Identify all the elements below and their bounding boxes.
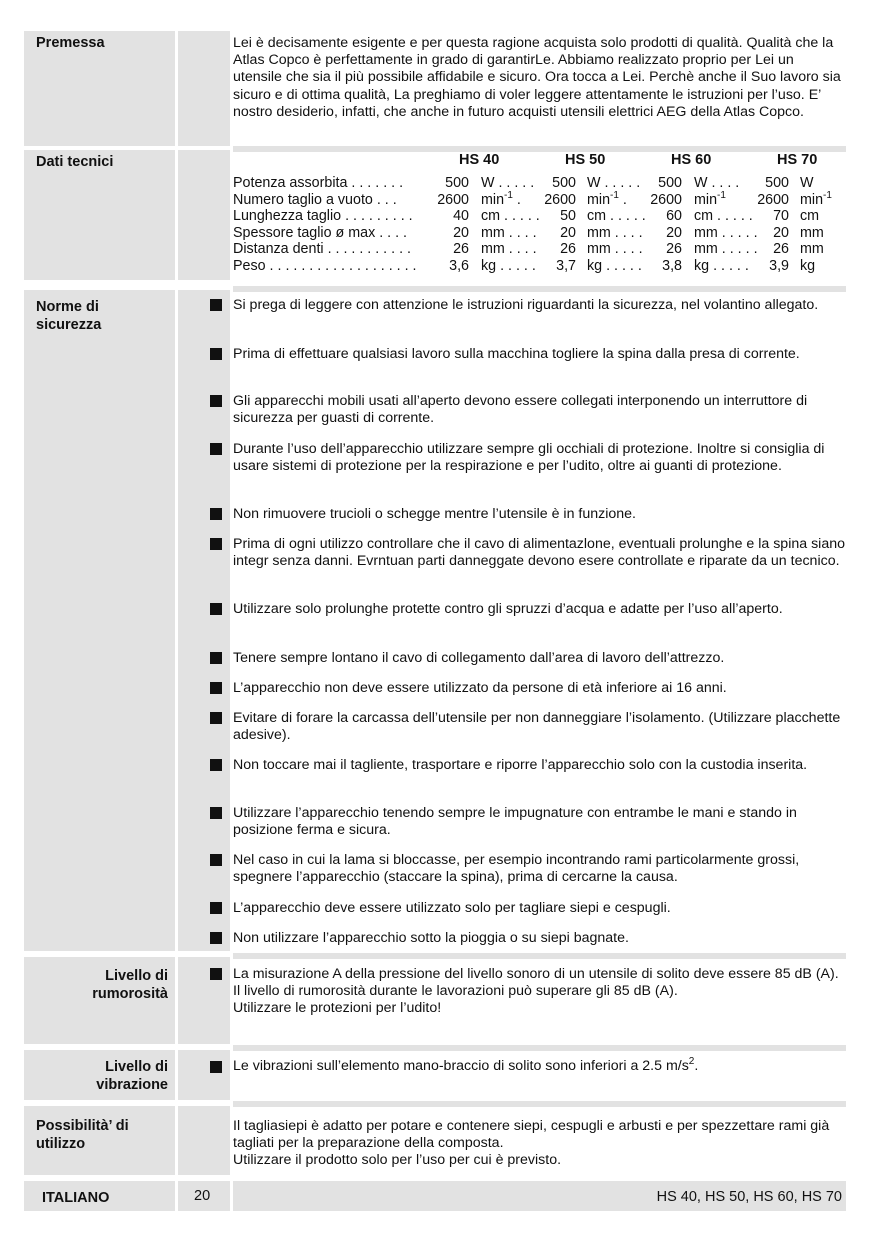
spec-value: 26	[453, 241, 469, 258]
spec-unit: W . . . . .	[481, 175, 535, 191]
spec-unit: kg . . . . .	[587, 258, 642, 274]
spec-row	[233, 258, 845, 275]
premessa-margin-cell	[178, 31, 230, 146]
utilizzo-top-bar	[233, 1101, 846, 1107]
page-number: 20	[194, 1188, 211, 1204]
spec-value: 500	[765, 175, 789, 191]
footer-models-cell	[233, 1181, 846, 1211]
spec-unit: cm	[800, 208, 820, 225]
rumorosita-top-bar	[233, 953, 846, 959]
safety-item: Si prega di leggere con attenzione le istruzioni riguardanti la sicurezza, nel volantino allegato.	[233, 297, 819, 313]
spec-unit: $\min^{-1}$	[694, 189, 726, 208]
spec-value: 3,9	[769, 258, 789, 274]
bullet-icon	[210, 682, 222, 694]
spec-value: 20	[560, 224, 576, 241]
bullet-icon	[210, 854, 222, 866]
bullet-icon	[210, 652, 222, 664]
safety-item: Nel caso in cui la lama si bloccasse, per esempio incontrando rami particolarmente grossi, spegnere l’apparecchio (staccare la spina), prima di cercarne la causa.	[233, 852, 800, 886]
spec-value: 20	[453, 224, 469, 241]
spec-value: 2600	[437, 191, 469, 208]
spec-unit: mm	[800, 224, 824, 241]
spec-unit: mm	[800, 241, 824, 258]
premessa-text: Lei è decisamente esigente e per questa ragione acquista solo prodotti di qualità. Qualità che la Atlas Copco è perfettamente in grado di garantirLe. Abbiamo realizzato proprio per Lei un utensile che sia il più possibile affidabile e sicuro. Ora tocca a Lei. Perchè anche il Suo lavoro sia sicuro e di ottima qualità, La preghiamo di voler leggere attentamente le istruzioni per l’uso. E’ nostro desiderio, infatti, che anche in futuro acquisti utensili elettrici AEG della Atlas Copco.	[233, 35, 841, 120]
model-header: HS 70	[777, 152, 818, 168]
bullet-icon	[210, 807, 222, 819]
rumorosita-label: Livello di rumorosità	[92, 968, 168, 1002]
spec-unit: mm . . . .	[481, 241, 537, 258]
safety-item: Utilizzare solo prolunghe protette contro gli spruzzi d’acqua e adatte per l’uso all’aperto.	[233, 601, 783, 617]
spec-value: 26	[560, 241, 576, 258]
spec-value: 2600	[544, 191, 576, 208]
safety-item: Prima di ogni utilizzo controllare che il cavo di alimentazlone, eventuali prolunghe e la spina siano integr senza danni. Evrntuan parti danneggate devono esere controllate e riparate da un tecnico.	[233, 536, 845, 570]
dati-tecnici-margin-cell	[178, 150, 230, 280]
norme-top-bar	[233, 286, 846, 292]
spec-unit: mm . . . .	[481, 224, 537, 241]
spec-unit: W . . . .	[694, 175, 740, 191]
model-header: HS 40	[459, 152, 500, 168]
spec-value: 20	[666, 224, 682, 241]
spec-value: 26	[773, 241, 789, 258]
spec-row	[233, 175, 845, 192]
bullet-icon	[210, 348, 222, 360]
norme-label-cell	[24, 290, 175, 951]
safety-item: Gli apparecchi mobili usati all’aperto devono essere collegati interponendo un interruttore di sicurezza per guasti di corrente.	[233, 393, 808, 427]
rumorosita-margin-cell	[178, 957, 230, 1044]
bullet-icon	[210, 759, 222, 771]
bullet-icon	[210, 508, 222, 520]
vibrazione-label: Livello di vibrazione	[96, 1059, 168, 1093]
spec-value: 500	[445, 175, 469, 191]
footer-language: ITALIANO	[42, 1190, 110, 1206]
spec-value: 20	[773, 224, 789, 241]
bullet-icon	[210, 1061, 222, 1073]
spec-name: Numero taglio a vuoto . . .	[233, 191, 397, 208]
footer-language-cell	[24, 1181, 175, 1211]
vibrazione-text: Le vibrazioni sull’elemento mano-braccio di solito sono inferiori a 2.5 $m/s^2$.	[233, 1056, 699, 1074]
spec-unit: mm . . . .	[587, 224, 643, 241]
footer-models: HS 40, HS 50, HS 60, HS 70	[656, 1189, 842, 1205]
spec-name: Potenza assorbita . . . . . . .	[233, 175, 404, 191]
spec-value: 3,7	[556, 258, 576, 274]
spec-value: 40	[453, 208, 469, 225]
safety-item: L’apparecchio non deve essere utilizzato da persone di età inferiore ai 16 anni.	[233, 680, 727, 696]
model-header: HS 60	[671, 152, 712, 168]
spec-name: Peso . . . . . . . . . . . . . . . . . . .	[233, 258, 417, 274]
safety-item: L’apparecchio deve essere utilizzato solo per tagliare siepi e cespugli.	[233, 900, 671, 916]
spec-unit: cm . . . . .	[481, 208, 540, 225]
safety-item: Durante l’uso dell’apparecchio utilizzare sempre gli occhiali di protezione. Inoltre si consiglia di usare sistemi di protezione per la respirazione e per l’udito, oltre ai guanti di protezione.	[233, 441, 825, 475]
premessa-label: Premessa	[36, 35, 105, 51]
spec-unit: mm . . . . .	[694, 224, 758, 241]
dati-tecnici-label: Dati tecnici	[36, 154, 114, 170]
safety-item: Tenere sempre lontano il cavo di collegamento dall’area di lavoro dell’attrezzo.	[233, 650, 725, 666]
bullet-icon	[210, 603, 222, 615]
spec-value: 500	[658, 175, 682, 191]
bullet-icon	[210, 299, 222, 311]
safety-item: Utilizzare l’apparecchio tenendo sempre le impugnature con entrambe le mani e stando in posizione ferma e sicura.	[233, 805, 797, 839]
spec-unit: kg . . . . .	[694, 258, 749, 274]
safety-item: Non utilizzare l’apparecchio sotto la pioggia o su siepi bagnate.	[233, 930, 629, 946]
spec-value: 50	[560, 208, 576, 225]
utilizzo-label: Possibilità’ di utilizzo	[36, 1118, 129, 1152]
spec-unit: mm . . . .	[587, 241, 643, 258]
spec-value: 2600	[650, 191, 682, 208]
spec-name: Distanza denti . . . . . . . . . . .	[233, 241, 411, 258]
spec-value: 3,8	[662, 258, 682, 274]
spec-value: 3,6	[449, 258, 469, 274]
spec-value: 2600	[757, 191, 789, 208]
spec-unit: W . . . . .	[587, 175, 641, 191]
spec-value: 26	[666, 241, 682, 258]
bullet-icon	[210, 538, 222, 550]
safety-item: Non toccare mai il tagliente, trasportare e riporre l’apparecchio solo con la custodia inserita.	[233, 757, 808, 773]
rumorosita-text: La misurazione A della pressione del livello sonoro di un utensile di solito deve essere 85 dB (A). Il livello di rumorosità durante le lavorazioni può superare gli 85 dB (A). Utilizzare le protezioni per l’udito!	[233, 966, 839, 1017]
spec-value: 60	[666, 208, 682, 225]
spec-unit: mm . . . . .	[694, 241, 758, 258]
safety-item: Non rimuovere trucioli o schegge mentre l’utensile è in funzione.	[233, 506, 636, 522]
spec-row	[233, 241, 845, 258]
spec-unit: $\min^{-1}$	[800, 189, 832, 208]
bullet-icon	[210, 395, 222, 407]
safety-item: Evitare di forare la carcassa dell’utensile per non danneggiare l’isolamento. (Utilizzare placchette adesive).	[233, 710, 841, 744]
spec-row	[233, 208, 845, 225]
utilizzo-text: Il tagliasiepi è adatto per potare e contenere siepi, cespugli e arbusti e per spezzettare rami già tagliati per la preparazione della composta. Utilizzare il prodotto solo per l’uso per cui è previsto.	[233, 1118, 830, 1169]
spec-unit: $\min^{-1}$ .	[481, 189, 521, 208]
spec-unit: kg . . . . .	[481, 258, 536, 274]
safety-item: Prima di effettuare qualsiasi lavoro sulla macchina togliere la spina dalla presa di corrente.	[233, 346, 800, 362]
bullet-icon	[210, 902, 222, 914]
spec-unit: cm . . . . .	[694, 208, 753, 225]
utilizzo-margin-cell	[178, 1106, 230, 1175]
model-header: HS 50	[565, 152, 606, 168]
spec-unit: kg	[800, 258, 816, 274]
bullet-icon	[210, 712, 222, 724]
spec-row	[233, 189, 845, 209]
spec-row	[233, 225, 845, 242]
bullet-icon	[210, 443, 222, 455]
spec-unit: cm . . . . .	[587, 208, 646, 225]
vibrazione-margin-cell	[178, 1050, 230, 1100]
footer-page-cell	[178, 1181, 230, 1211]
spec-unit: W	[800, 175, 814, 191]
norme-label: Norme di sicurezza	[36, 299, 102, 333]
spec-value: 70	[773, 208, 789, 225]
spec-name: Spessore taglio ø max . . . .	[233, 224, 408, 241]
vibrazione-top-bar	[233, 1045, 846, 1051]
dati-tecnici-top-bar	[233, 146, 846, 152]
bullet-icon	[210, 932, 222, 944]
bullet-icon	[210, 968, 222, 980]
spec-value: 500	[552, 175, 576, 191]
spec-unit: $\min^{-1}$ .	[587, 189, 627, 208]
spec-name: Lunghezza taglio . . . . . . . . .	[233, 208, 413, 225]
norme-margin-cell	[178, 290, 230, 951]
